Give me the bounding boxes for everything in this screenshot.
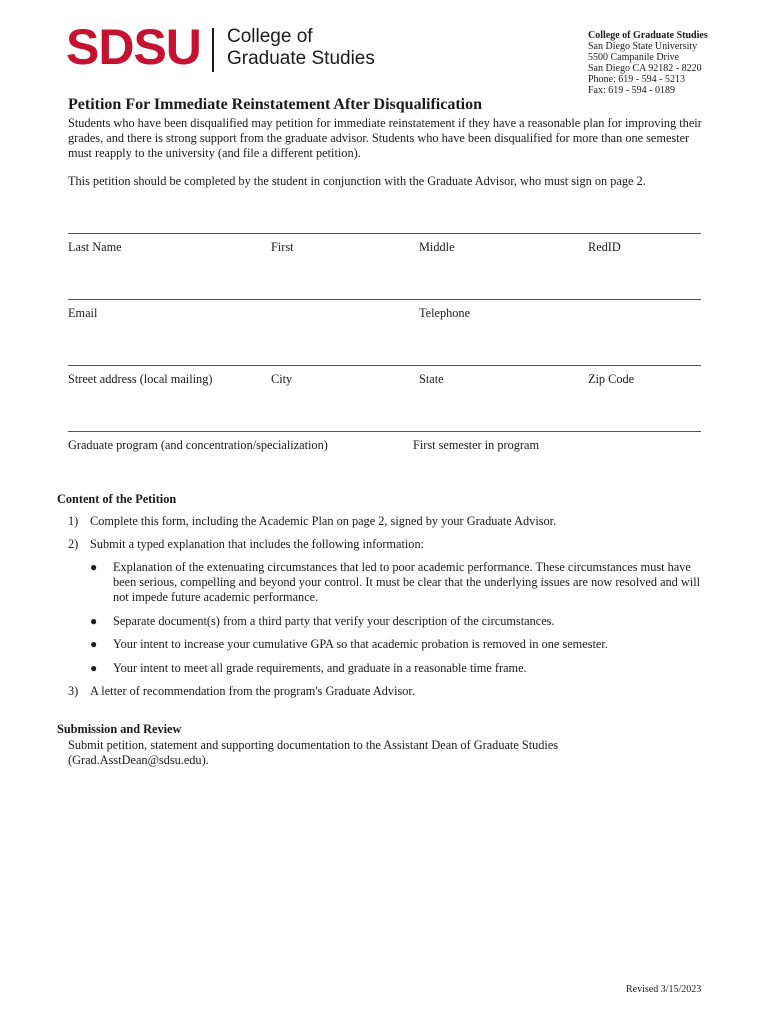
sdsu-logo: SDSU xyxy=(66,19,201,75)
middle-name-field[interactable]: Middle xyxy=(419,240,455,254)
address-phone: Phone: 619 - 594 - 5213 xyxy=(588,74,685,85)
address-city: San Diego CA 92182 - 8220 xyxy=(588,63,702,74)
address-college-name: College of Graduate Studies xyxy=(588,30,708,41)
bullet-1-text: Explanation of the extenuating circumstances that led to poor academic performance. These circumstances must have been serious, compelling and beyond your control. It must be clear that the underlying issues are now resolved and will not impede future academic performance. xyxy=(113,560,701,604)
item-3-text: A letter of recommendation from the program's Graduate Advisor. xyxy=(90,684,415,698)
item-1-text: Complete this form, including the Academic Plan on page 2, signed by your Graduate Advisor. xyxy=(90,514,557,528)
form-rule-3 xyxy=(68,365,701,366)
item-2-text: Submit a typed explanation that includes the following information: xyxy=(90,537,425,551)
item-1-number: 1) xyxy=(68,514,79,528)
form-rule-2 xyxy=(68,299,701,300)
street-address-field[interactable]: Street address (local mailing) xyxy=(68,372,213,386)
bullet-4-text: Your intent to meet all grade requirements, and graduate in a reasonable time frame. xyxy=(113,661,527,675)
content-heading: Content of the Petition xyxy=(57,492,177,506)
intro-paragraph: Students who have been disqualified may petition for immediate reinstatement if they have a reasonable plan for improving their grades, and there is strong support from the graduate advisor. Students who have been disqualified for more than one semester must reapply to the university (and file a different petition). xyxy=(68,116,702,160)
bullet-3-icon: ● xyxy=(90,637,98,651)
telephone-field[interactable]: Telephone xyxy=(419,306,471,320)
redid-field[interactable]: RedID xyxy=(588,240,621,254)
first-semester-field[interactable]: First semester in program xyxy=(413,438,540,452)
city-field[interactable]: City xyxy=(271,372,293,386)
advisor-note: This petition should be completed by the student in conjunction with the Graduate Advisor, who must sign on page 2. xyxy=(68,174,646,188)
bullet-2-text: Separate document(s) from a third party that verify your description of the circumstances. xyxy=(113,614,555,628)
submission-heading: Submission and Review xyxy=(57,722,182,736)
bullet-1-icon: ● xyxy=(90,560,98,574)
zip-code-field[interactable]: Zip Code xyxy=(588,372,635,386)
first-name-field[interactable]: First xyxy=(271,240,294,254)
bullet-2-icon: ● xyxy=(90,614,98,628)
bullet-4-icon: ● xyxy=(90,661,98,675)
form-rule-4 xyxy=(68,431,701,432)
item-2-number: 2) xyxy=(68,537,79,551)
logo-line-1: College of xyxy=(227,26,313,47)
graduate-program-field[interactable]: Graduate program (and concentration/specialization) xyxy=(68,438,328,452)
college-address-block xyxy=(588,30,708,96)
email-field[interactable]: Email xyxy=(68,306,98,320)
bullet-3-text: Your intent to increase your cumulative GPA so that academic probation is removed in one semester. xyxy=(113,637,608,651)
form-rule-1 xyxy=(68,233,701,234)
last-name-field[interactable]: Last Name xyxy=(68,240,122,254)
logo-line-2: Graduate Studies xyxy=(227,48,375,69)
revised-date: Revised 3/15/2023 xyxy=(626,984,702,995)
address-street: 5500 Campanile Drive xyxy=(588,52,680,63)
address-fax: Fax: 619 - 594 - 0189 xyxy=(588,85,675,96)
address-university: San Diego State University xyxy=(588,41,698,52)
submission-text: Submit petition, statement and supporting documentation to the Assistant Dean of Graduate Studies (Grad.AsstDean@sdsu.edu). xyxy=(68,738,559,767)
page-title: Petition For Immediate Reinstatement After Disqualification xyxy=(68,96,483,113)
item-3-number: 3) xyxy=(68,684,79,698)
state-field[interactable]: State xyxy=(419,372,444,386)
college-name-logo-text xyxy=(227,26,375,70)
logo-divider xyxy=(212,28,214,72)
